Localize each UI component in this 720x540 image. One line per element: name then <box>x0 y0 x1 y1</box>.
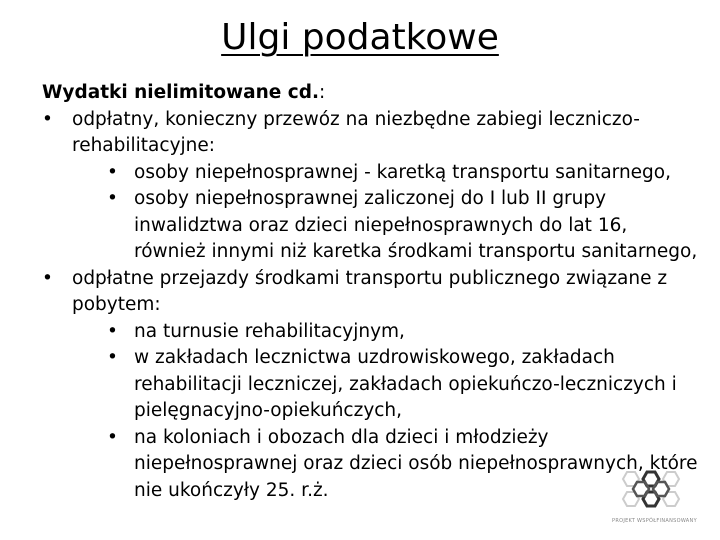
sub-bullet-item: • na turnusie rehabilitacyjnym, <box>72 319 702 346</box>
section-heading <box>42 80 702 107</box>
bullet-item-public-transport <box>42 266 702 505</box>
sub-bullet-item: • osoby niepełnosprawnej - karetką transportu sanitarnego, <box>72 160 702 187</box>
sub-bullet-item: • na koloniach i obozach dla dzieci i młodzieży niepełnosprawnej oraz dzieci osób niepełnosprawnych, które nie ukończyły 25. r.ż. <box>72 425 702 505</box>
hexagon-logo-icon <box>612 468 692 518</box>
sub-bullet-list <box>72 160 702 266</box>
bullet-text: odpłatne przejazdy środkami transportu publicznego związane z pobytem: <box>72 267 668 315</box>
logo-caption: PROJEKT WSPÓŁFINANSOWANY <box>612 518 697 524</box>
project-logo <box>612 468 697 530</box>
bullet-list <box>42 107 702 505</box>
slide-content <box>42 80 702 504</box>
bullet-text: odpłatny, konieczny przewóz na niezbędne zabiegi leczniczo-rehabilitacyjne: <box>72 108 640 156</box>
slide-title: Ulgi podatkowe <box>221 17 499 58</box>
sub-bullet-item: • osoby niepełnosprawnej zaliczonej do I lub II grupy inwalidztwa oraz dzieci niepełnosprawnych do lat 16, również innymi niż karetka środkami transportu sanitarnego, <box>72 186 702 266</box>
section-heading-colon: : <box>319 82 326 103</box>
sub-bullet-item: • w zakładach lecznictwa uzdrowiskowego, zakładach rehabilitacji leczniczej, zakładach opiekuńczo-leczniczych i pielęgnacyjno-opiekuńczych, <box>72 345 702 425</box>
bullet-item-transport <box>42 107 702 266</box>
section-heading-text: Wydatki nielimitowane cd. <box>42 82 320 103</box>
sub-bullet-list <box>72 319 702 505</box>
